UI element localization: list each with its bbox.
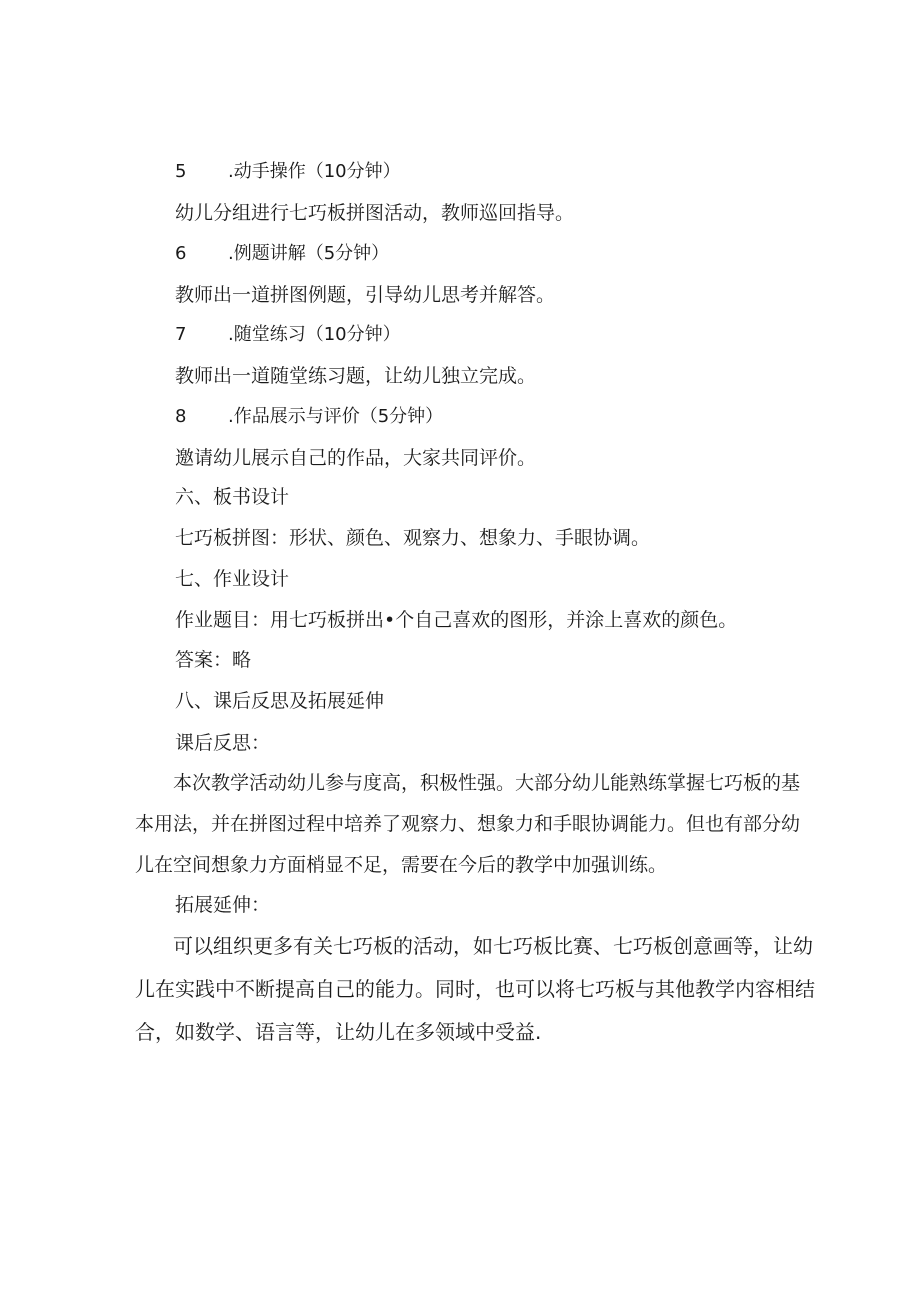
extension-paragraph: 可以组织更多有关七巧板的活动，如七巧板比赛、七巧板创意画等，让幼儿在实践中不断提高自己的能力。同时，也可以将七巧板与其他教学内容相结合，如数学、语言等，让幼儿在多领域中受益. [135, 934, 815, 1044]
step-number: 7 [175, 324, 187, 345]
step-title: .随堂练习（10分钟） [228, 324, 401, 345]
section-heading-board-design: 六、板书设计 [175, 486, 290, 508]
step-number: 6 [175, 243, 187, 264]
step-title: .动手操作（10分钟） [228, 161, 401, 182]
section-heading-reflection: 八、课后反思及拓展延伸 [175, 690, 385, 712]
step-number: 8 [175, 406, 187, 427]
extension-label: 拓展延伸： [175, 894, 271, 916]
reflection-label: 课后反思： [175, 732, 271, 754]
step-number: 5 [175, 161, 187, 182]
step-title: .例题讲解（5分钟） [228, 243, 390, 264]
homework-answer: 答案：略 [175, 649, 252, 671]
step-description: 教师出一道拼图例题，引导幼儿思考并解答。 [175, 284, 556, 306]
board-design-content: 七巧板拼图：形状、颜色、观察力、想象力、手眼协调。 [175, 527, 651, 549]
reflection-paragraph: 本次教学活动幼儿参与度高，积极性强。大部分幼儿能熟练掌握七巧板的基本用法，并在拼图过程中培养了观察力、想象力和手眼协调能力。但也有部分幼儿在空间想象力方面梢显不足，需要在今后的教学中加强训练。 [135, 772, 801, 876]
homework-assignment: 作业题目：用七巧板拼出•个自己喜欢的图形，并涂上喜欢的颜色。 [175, 609, 738, 631]
step-description: 教师出一道随堂练习题，让幼儿独立完成。 [175, 365, 537, 387]
step-title: .作品展示与评价（5分钟） [228, 406, 444, 427]
step-description: 幼儿分组进行七巧板拼图活动，教师巡回指导。 [175, 202, 575, 224]
section-heading-homework: 七、作业设计 [175, 568, 290, 590]
step-description: 邀请幼儿展示自己的作品，大家共同评价。 [175, 447, 537, 469]
